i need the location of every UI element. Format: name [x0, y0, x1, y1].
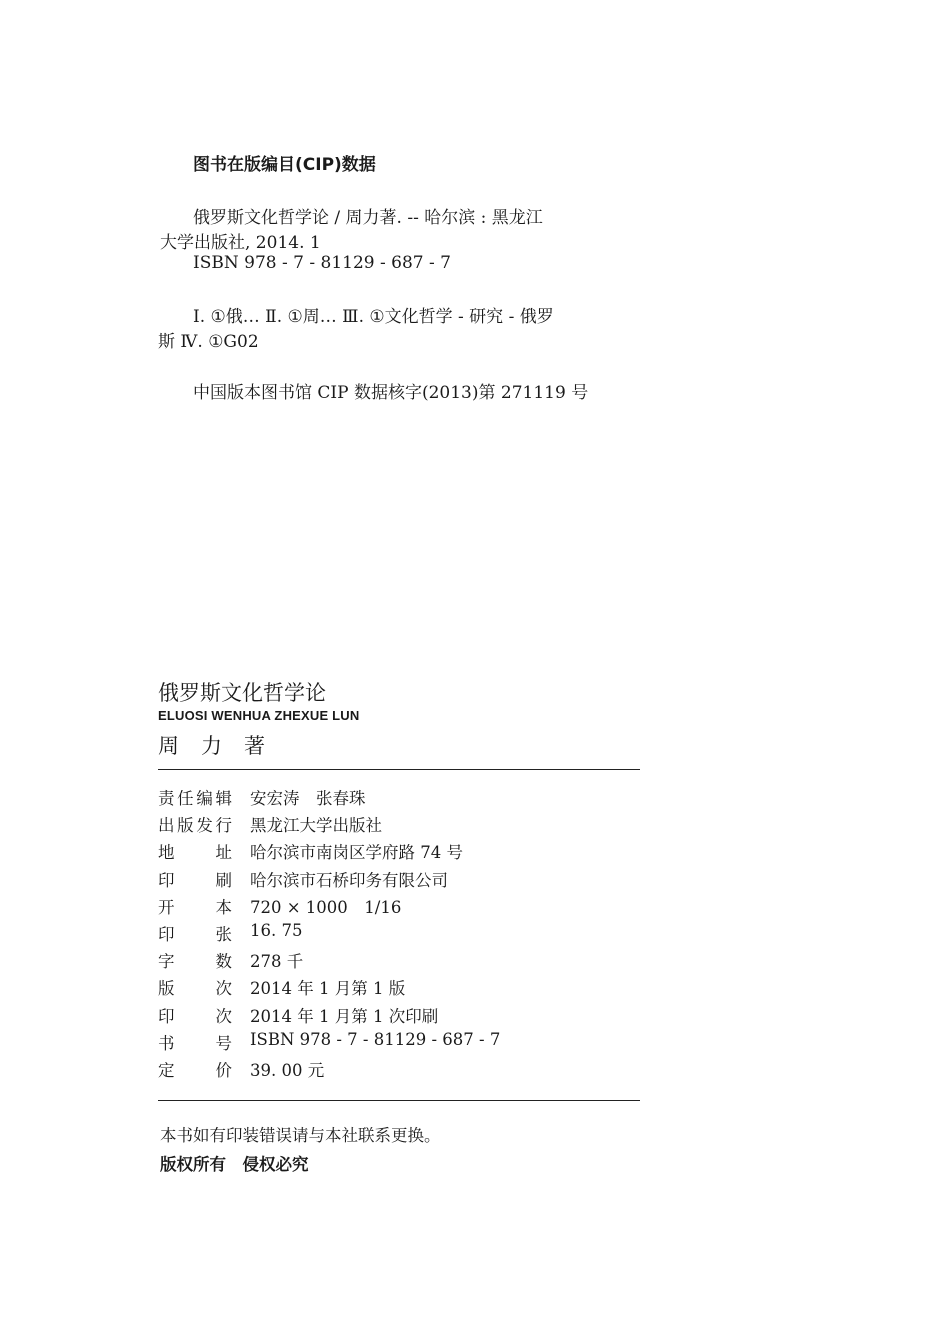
info-value: 哈尔滨市石桥印务有限公司: [250, 870, 448, 890]
info-row: [158, 894, 401, 920]
book-author: 周力著: [158, 734, 287, 758]
book-title-chinese: 俄罗斯文化哲学论: [158, 681, 326, 705]
info-label: 出 版 发 行: [158, 816, 232, 836]
cip-line-classification: Ⅰ. ①俄… Ⅱ. ①周… Ⅲ. ①文化哲学 - 研究 - 俄罗: [193, 307, 554, 327]
copyright-notice: 版权所有 侵权必究: [160, 1155, 309, 1174]
info-row: [158, 812, 382, 838]
info-label: 责 任 编 辑: [158, 789, 232, 808]
info-value: 720 × 1000 1/16: [250, 897, 402, 917]
book-title-pinyin: ELUOSI WENHUA ZHEXUE LUN: [158, 708, 360, 723]
info-label: 定 价: [158, 1061, 232, 1080]
info-row: [158, 975, 405, 1001]
info-row: [158, 921, 302, 947]
info-row: [158, 867, 448, 893]
info-value: 278 千: [250, 952, 304, 972]
info-value: ISBN 978 - 7 - 81129 - 687 - 7: [250, 1029, 501, 1049]
info-label: 书 号: [158, 1033, 232, 1053]
info-value: 2014 年 1 月第 1 次印刷: [250, 1006, 439, 1026]
cip-line-classification-cont: 斯 Ⅳ. ①G02: [158, 332, 259, 352]
info-value: 2014 年 1 月第 1 版: [250, 979, 406, 999]
info-row: [158, 1057, 324, 1083]
cip-heading: 图书在版编目(CIP)数据: [193, 155, 376, 175]
divider-top: [158, 769, 640, 770]
divider-bottom: [158, 1100, 640, 1101]
cip-line-2: 大学出版社, 2014. 1: [160, 233, 321, 253]
info-value: 安宏涛 张春珠: [250, 789, 366, 808]
cip-line-isbn: ISBN 978 - 7 - 81129 - 687 - 7: [193, 253, 451, 273]
info-row: [158, 839, 463, 865]
replacement-notice: 本书如有印装错误请与本社联系更换。: [160, 1126, 441, 1145]
info-value: 哈尔滨市南岗区学府路 74 号: [250, 843, 463, 863]
info-label: 版 次: [158, 979, 232, 999]
info-row: [158, 785, 366, 811]
info-row: [158, 1003, 438, 1029]
info-row: [158, 1030, 500, 1056]
info-label: 地 址: [158, 843, 232, 863]
info-row: [158, 948, 303, 974]
info-value: 黑龙江大学出版社: [250, 816, 382, 836]
cip-line-1: 俄罗斯文化哲学论 / 周力著. -- 哈尔滨 : 黑龙江: [193, 208, 543, 228]
info-label: 字 数: [158, 952, 232, 972]
info-label: 印 次: [158, 1006, 232, 1026]
info-value: 16. 75: [250, 921, 303, 940]
info-label: 开 本: [158, 897, 232, 917]
info-label: 印 张: [158, 925, 232, 944]
info-label: 印 刷: [158, 870, 232, 890]
info-value: 39. 00 元: [250, 1061, 325, 1080]
cip-line-record-number: 中国版本图书馆 CIP 数据核字(2013)第 271119 号: [193, 383, 589, 403]
